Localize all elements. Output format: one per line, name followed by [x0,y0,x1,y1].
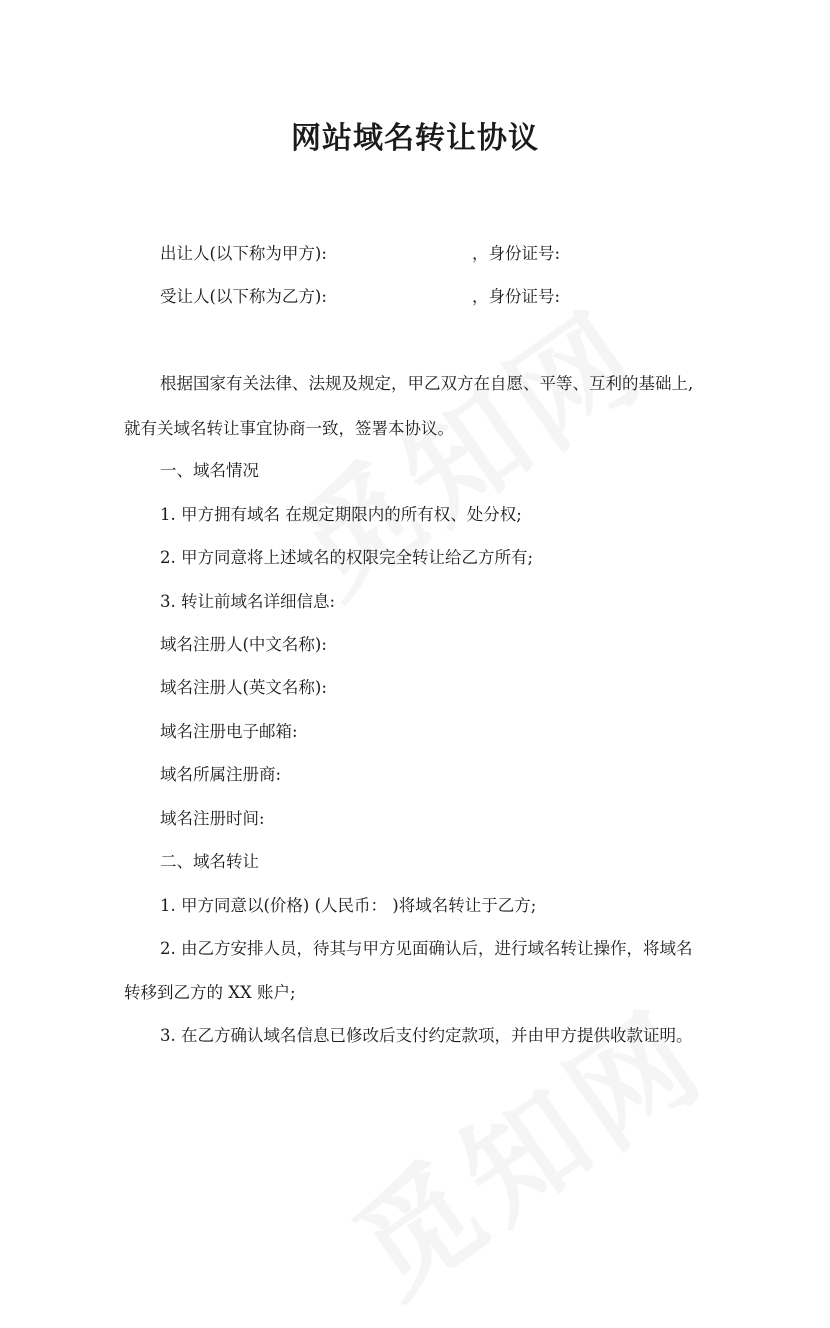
section-2-item: 2. 由乙方安排人员，待其与甲方见面确认后，进行域名转让操作，将域名 [160,939,693,958]
transferor-id-label: ，身份证号: [472,244,561,263]
transferee-label: 受让人(以下称为乙方): [160,287,327,306]
preamble-line-2: 就有关域名转让事宜协商一致，签署本协议。 [124,419,454,438]
registrant-email-field: 域名注册电子邮箱: [160,722,298,741]
registrar-field: 域名所属注册商: [160,765,282,784]
registrant-cn-field: 域名注册人(中文名称): [160,635,327,654]
registrant-en-field: 域名注册人(英文名称): [160,678,327,697]
section-2-heading: 二、域名转让 [160,852,259,871]
watermark [316,964,734,1328]
section-2-item: 1. 甲方同意以(价格) (人民币： )将域名转让于乙方; [160,896,537,915]
section-1-item: 3. 转让前域名详细信息: [160,592,336,611]
section-1-item: 2. 甲方同意将上述域名的权限完全转让给乙方所有; [160,548,534,567]
registration-date-field: 域名注册时间: [160,809,265,828]
transferor-label: 出让人(以下称为甲方): [160,244,327,263]
document-title: 网站域名转让协议 [291,121,539,156]
watermark [256,264,674,629]
transferee-id-label: ，身份证号: [472,287,561,306]
section-1-heading: 一、域名情况 [160,461,259,480]
preamble-line-1: 根据国家有关法律、法规及规定，甲乙双方在自愿、平等、互利的基础上, [160,374,694,393]
section-2-item: 3. 在乙方确认域名信息已修改后支付约定款项，并由甲方提供收款证明。 [160,1026,693,1045]
section-2-item-continuation: 转移到乙方的 XX 账户; [124,983,296,1002]
section-1-item: 1. 甲方拥有域名 在规定期限内的所有权、处分权; [160,505,522,524]
